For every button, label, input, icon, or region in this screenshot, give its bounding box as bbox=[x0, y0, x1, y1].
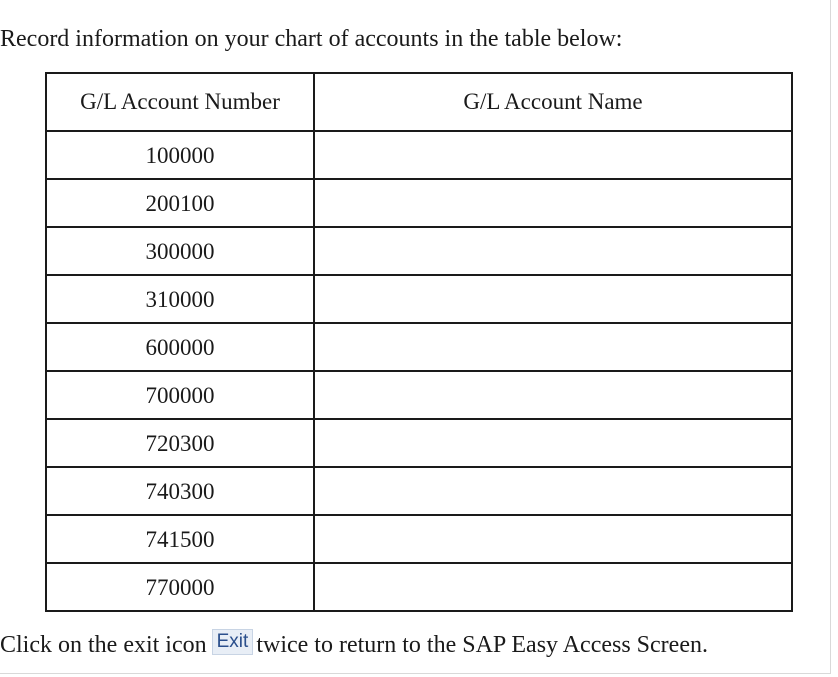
account-number-cell: 100000 bbox=[46, 131, 314, 179]
account-number-cell: 310000 bbox=[46, 275, 314, 323]
table-row bbox=[46, 515, 792, 563]
table-row bbox=[46, 467, 792, 515]
account-number-cell: 720300 bbox=[46, 419, 314, 467]
table-row bbox=[46, 131, 792, 179]
account-name-cell bbox=[314, 323, 792, 371]
account-number-cell: 700000 bbox=[46, 371, 314, 419]
table-row bbox=[46, 419, 792, 467]
account-name-cell bbox=[314, 467, 792, 515]
chart-of-accounts-table bbox=[45, 72, 793, 612]
account-name-cell bbox=[314, 371, 792, 419]
exit-icon[interactable]: Exit bbox=[212, 629, 254, 655]
account-name-cell bbox=[314, 227, 792, 275]
outro-instruction bbox=[0, 629, 708, 660]
account-number-cell: 741500 bbox=[46, 515, 314, 563]
table-row bbox=[46, 275, 792, 323]
account-number-cell: 600000 bbox=[46, 323, 314, 371]
header-account-number: G/L Account Number bbox=[46, 73, 314, 131]
table-row bbox=[46, 371, 792, 419]
account-name-cell bbox=[314, 131, 792, 179]
account-name-cell bbox=[314, 419, 792, 467]
account-name-cell bbox=[314, 563, 792, 611]
outro-text-after: twice to return to the SAP Easy Access Screen. bbox=[256, 632, 708, 658]
table-row bbox=[46, 323, 792, 371]
account-name-cell bbox=[314, 515, 792, 563]
table-row bbox=[46, 563, 792, 611]
outro-text-before: Click on the exit icon bbox=[0, 632, 207, 658]
intro-text: Record information on your chart of accounts in the table below: bbox=[0, 26, 623, 52]
table-row bbox=[46, 179, 792, 227]
account-number-cell: 770000 bbox=[46, 563, 314, 611]
table-header-row bbox=[46, 73, 792, 131]
account-name-cell bbox=[314, 179, 792, 227]
header-account-name: G/L Account Name bbox=[314, 73, 792, 131]
account-name-cell bbox=[314, 275, 792, 323]
account-number-cell: 740300 bbox=[46, 467, 314, 515]
account-number-cell: 300000 bbox=[46, 227, 314, 275]
table-row bbox=[46, 227, 792, 275]
account-number-cell: 200100 bbox=[46, 179, 314, 227]
